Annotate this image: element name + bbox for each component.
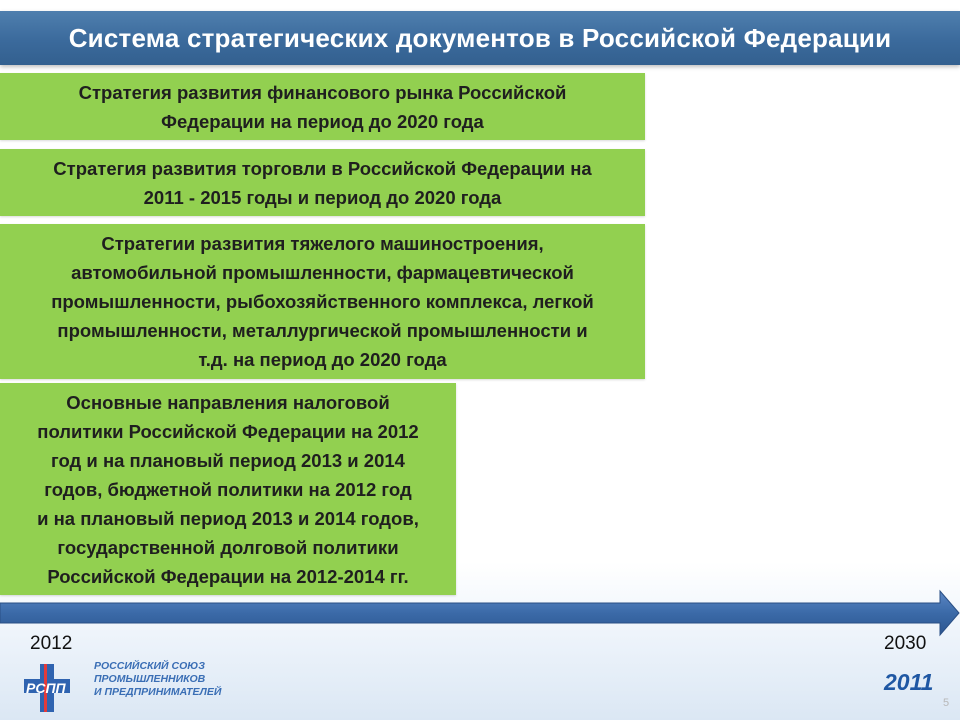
timeline-end-year: 2030 [884,633,927,654]
document-text: Стратегия развития торговли в Российской Федерации на 2011 - 2015 годы и период до 2020 года [53,157,592,208]
rspp-logo-icon [24,664,92,712]
organization-name: РОССИЙСКИЙ СОЮЗ ПРОМЫШЛЕННИКОВ И ПРЕДПРИНИМАТЕЛЕЙ [94,660,222,698]
timeline-arrow-icon [0,588,960,638]
year-badge: 2011 [884,669,934,695]
document-text: Стратегии развития тяжелого машиностроения, автомобильной промышленности, фармацевтической промышленности, рыбохозяйственного комплекса, легкой промышленности, металлургической промышленности и т.д. на период до 2020 года [51,233,594,370]
logo-text: РСПП [26,680,66,696]
document-text: Основные направления налоговой политики Российской Федерации на 2012 год и на плановый период 2013 и 2014 годов, бюджетной политики на 2012 год и на плановый период 2013 и 2014 годов, государственной долговой политики Российской Федерации на 2012-2014 гг. [37,391,419,587]
document-box-trade [0,149,645,216]
timeline-start-year: 2012 [30,633,73,654]
document-box-industry-strategies [0,224,645,379]
document-box-fiscal-policy [0,383,456,595]
document-text: Стратегия развития финансового рынка Российской Федерации на период до 2020 года [78,81,567,132]
document-box-financial-market [0,73,645,140]
page-number: 5 [943,697,950,709]
slide-title: Система стратегических документов в Российской Федерации [0,11,960,65]
